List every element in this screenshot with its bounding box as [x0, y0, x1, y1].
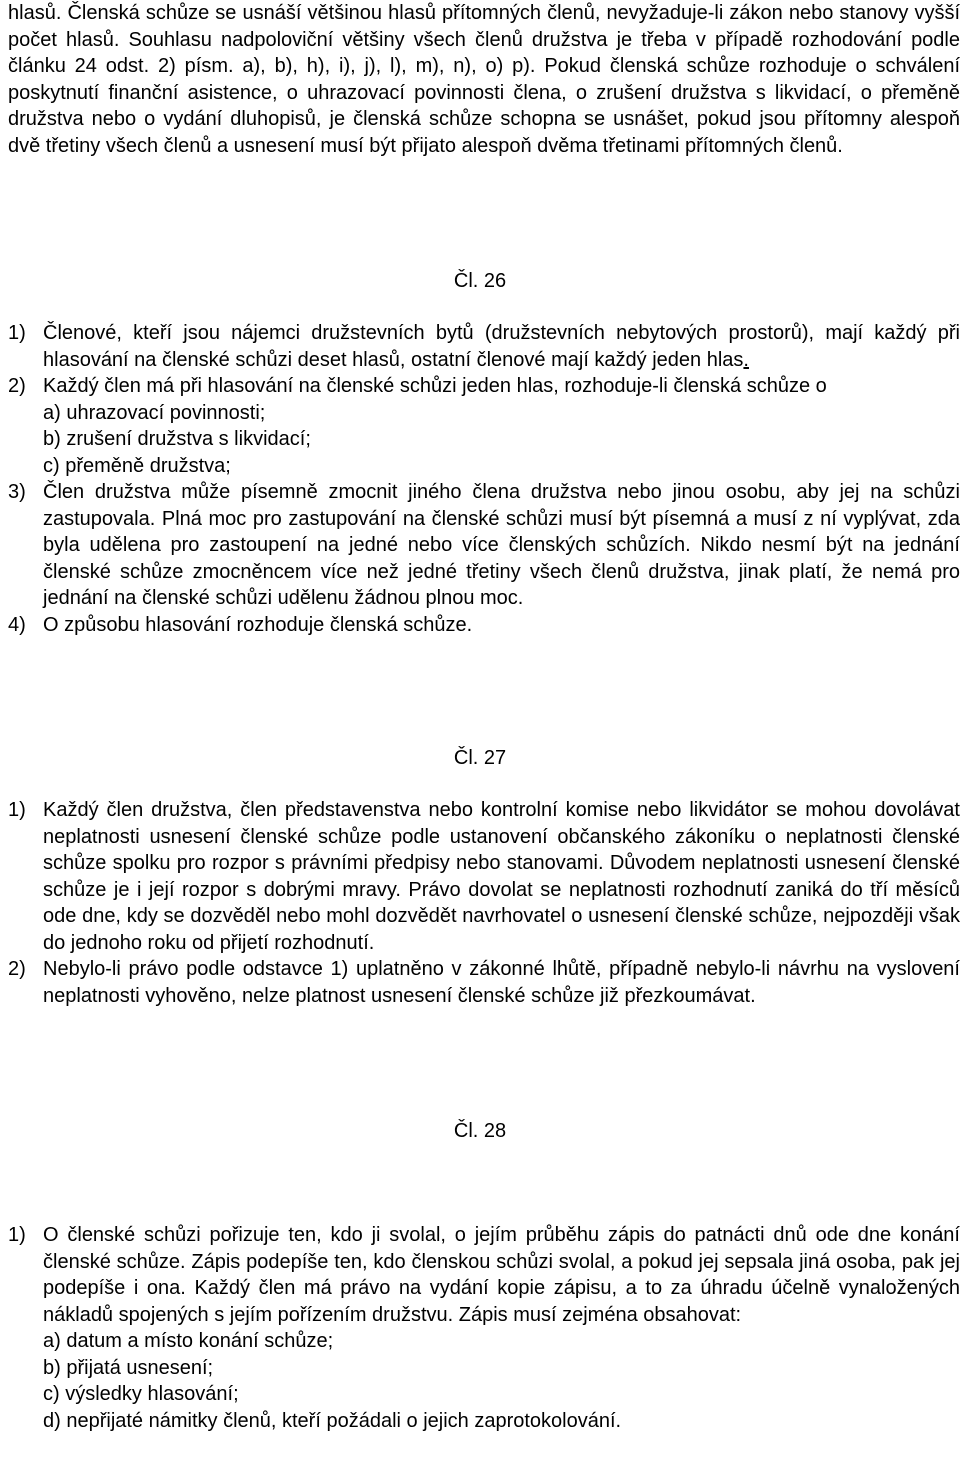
- item-text-content: Každý člen má při hlasování na členské schůzi jeden hlas, rozhoduje-li členská schůze o: [43, 375, 827, 397]
- item-number: 1): [8, 322, 26, 344]
- article-26-body: [8, 320, 960, 638]
- article-28-body: [8, 1222, 960, 1434]
- item-text: Člen družstva může písemně zmocnit jiného člena družstva nebo jinou osobu, aby jej na schůzi zastupovala. Plná moc pro zastupování na členské schůzi musí být písemná a musí z ní vyplývat, zda byla udělena pro zastoupení na jedné nebo více členských schůzích. Nikdo nesmí být na jednání členské schůze zmocněncem více než jedné třetiny všech členů družstva, jinak platí, že nemá pro jednání na členské schůzi udělenu žádnou plnou moc.: [43, 481, 960, 609]
- item-number: 2): [8, 375, 26, 397]
- sub-list: [43, 1328, 960, 1434]
- sub-item: a) datum a místo konání schůze;: [43, 1330, 334, 1352]
- article-27-heading: Čl. 27: [453, 747, 507, 769]
- item-number: 1): [8, 1224, 26, 1246]
- article-26-item-1: [8, 320, 960, 373]
- item-text-content: Členové, kteří jsou nájemci družstevních bytů (družstevních nebytových prostorů), mají každý při hlasování na členské schůzi deset hlasů, ostatní členové mají každý jeden hlas: [43, 322, 960, 371]
- intro-section: [8, 0, 960, 159]
- item-number: 2): [8, 958, 26, 980]
- sub-list: [43, 400, 960, 480]
- item-text: O způsobu hlasování rozhoduje členská schůze.: [43, 613, 473, 636]
- item-text: [43, 320, 960, 373]
- item-number: 3): [8, 481, 26, 503]
- sub-item: a) uhrazovací povinnosti;: [43, 401, 266, 424]
- item-text-content: O členské schůzi pořizuje ten, kdo ji svolal, o jejím průběhu zápis do patnácti dnů ode dne konání členské schůze. Zápis podepíše ten, kdo členskou schůzi svolal, a pokud jej sepsala jiná osoba, pak jej podepíše i ona. Každý člen má právo na vydání kopie zápisu, a to za úhradu účelně vynaložených nákladů spojených s jejím pořízením družstvu. Zápis musí zejména obsahovat:: [43, 1224, 960, 1326]
- article-27-item-1: [8, 797, 960, 956]
- article-26-item-2: [8, 373, 960, 479]
- item-text: [43, 373, 960, 479]
- article-27-item-2: [8, 956, 960, 1009]
- item-trailing-mark: .: [743, 348, 749, 371]
- article-28-heading: Čl. 28: [453, 1120, 507, 1142]
- sub-item: c) přeměně družstva;: [43, 454, 231, 477]
- article-27-body: [8, 797, 960, 1009]
- sub-item: b) zrušení družstva s likvidací;: [43, 428, 311, 450]
- item-number: 1): [8, 799, 26, 821]
- item-text: [43, 1222, 960, 1434]
- sub-item: c) výsledky hlasování;: [43, 1383, 239, 1405]
- article-26-item-4: [8, 612, 960, 639]
- item-text: Nebylo-li právo podle odstavce 1) uplatněno v zákonné lhůtě, případně nebylo-li návrhu na vyslovení neplatnosti vyhověno, nelze platnost usnesení členské schůze již přezkoumávat.: [43, 958, 960, 1007]
- item-text: Každý člen družstva, člen představenstva nebo kontrolní komise nebo likvidátor se mohou dovolávat neplatnosti usnesení členské schůze podle ustanovení občanského zákoníku o neplatnosti členské schůze spolku pro rozpor s právními předpisy nebo stanovami. Důvodem neplatnosti usnesení členské schůze je i její rozpor s dobrými mravy. Právo dovolat se neplatnosti rozhodnutí zaniká do tří měsíců ode dne, kdy se dozvěděl nebo mohl dozvědět navrhovatel o usnesení členské schůze, nejpozději však do jednoho roku od přijetí rozhodnutí.: [43, 799, 960, 954]
- intro-paragraph: hlasů. Členská schůze se usnáší většinou hlasů přítomných členů, nevyžaduje-li zákon nebo stanovy vyšší počet hlasů. Souhlasu nadpoloviční většiny všech členů družstva je třeba v případě rozhodování podle článku 24 odst. 2) písm. a), b), h), i), j), l), m), n), o) p). Pokud členská schůze rozhoduje o schválení poskytnutí finanční asistence, o uhrazovací povinnosti člena, o zrušení družstva s likvidací, o přeměně družstva nebo o vydání dluhopisů, je členská schůze schopna se usnášet, pokud jsou přítomny alespoň dvě třetiny všech členů a usnesení musí být přijato alespoň dvěma třetinami přítomných členů.: [8, 2, 960, 157]
- sub-item: d) nepřijaté námitky členů, kteří požádali o jejich zaprotokolování.: [43, 1409, 622, 1432]
- article-26-item-3: [8, 479, 960, 612]
- item-number: 4): [8, 613, 26, 636]
- article-28-item-1: [8, 1222, 960, 1434]
- article-26-heading: Čl. 26: [453, 270, 507, 292]
- sub-item: b) přijatá usnesení;: [43, 1356, 214, 1379]
